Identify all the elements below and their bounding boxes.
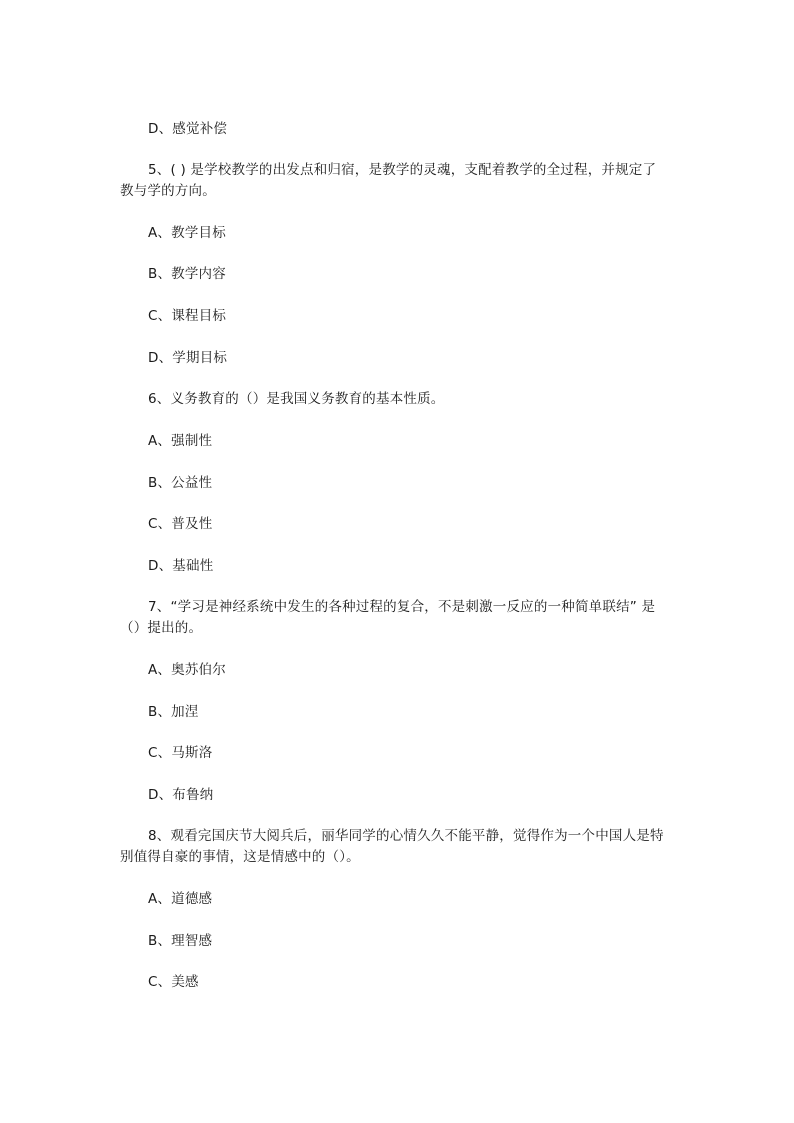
option-q7-b: B、加涅 [148, 704, 199, 720]
option-q6-c: C、普及性 [148, 516, 213, 532]
option-q5-c: C、课程目标 [148, 308, 227, 324]
option-q6-b: B、公益性 [148, 475, 213, 491]
question-8-text: 8、观看完国庆节大阅兵后，丽华同学的心情久久不能平静，觉得作为一个中国人是特 [148, 828, 664, 844]
option-q6-a: A、强制性 [148, 433, 213, 449]
question-5-text: 5、( ) 是学校教学的出发点和归宿，是教学的灵魂，支配着教学的全过程，并规定了 [148, 162, 657, 178]
option-q4-d: D、感觉补偿 [148, 121, 228, 137]
option-q5-a: A、教学目标 [148, 225, 226, 241]
question-7-text-cont: （）提出的。 [120, 620, 203, 636]
question-6-text: 6、义务教育的（）是我国义务教育的基本性质。 [148, 391, 445, 407]
question-8-text-cont: 别值得自豪的事情，这是情感中的（）。 [120, 849, 360, 865]
option-q5-b: B、教学内容 [148, 266, 226, 282]
option-q7-d: D、布鲁纳 [148, 787, 214, 803]
question-5-text-cont: 教与学的方向。 [120, 183, 216, 199]
option-q8-b: B、理智感 [148, 933, 213, 949]
option-q7-c: C、马斯洛 [148, 745, 213, 761]
option-q8-a: A、道德感 [148, 891, 213, 907]
option-q6-d: D、基础性 [148, 558, 214, 574]
option-q8-c: C、美感 [148, 974, 199, 990]
question-7-text: 7、“学习是神经系统中发生的各种过程的复合，不是刺激一反应的一种简单联结” 是 [148, 599, 656, 615]
option-q5-d: D、学期目标 [148, 350, 228, 366]
option-q7-a: A、奥苏伯尔 [148, 662, 226, 678]
